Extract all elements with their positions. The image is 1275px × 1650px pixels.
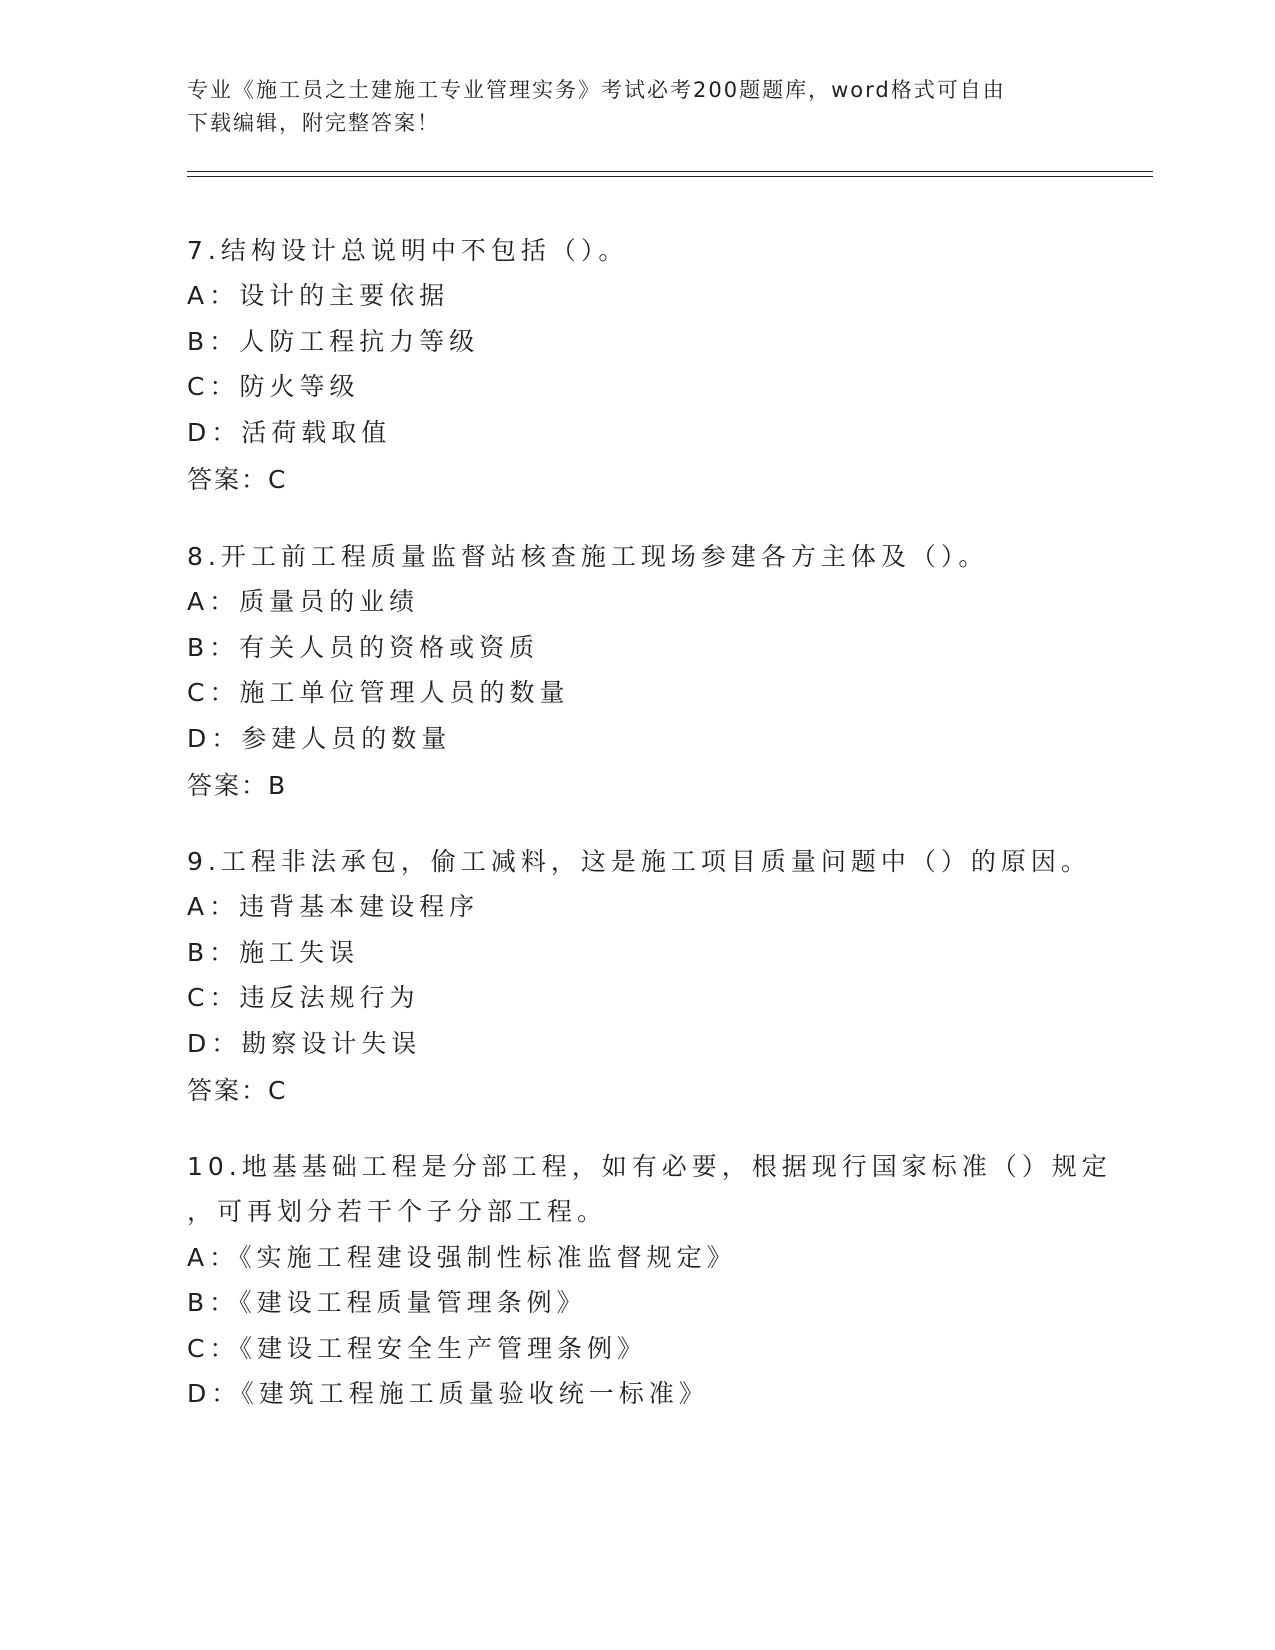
header-divider-top [187,171,1153,172]
answer-line: 答案：C [187,465,288,495]
question-stem-line-1: 10.地基基础工程是分部工程，如有必要，根据现行国家标准（）规定 [187,1151,1112,1181]
header-line-1: 专业《施工员之土建施工专业管理实务》考试必考200题题库，word格式可自由 [187,78,1006,102]
option-b: B：人防工程抗力等级 [187,326,480,356]
answer-line: 答案：C [187,1076,288,1106]
question-7 [187,228,1087,501]
option-c: C：《建设工程安全生产管理条例》 [187,1333,647,1363]
option-a: A：违背基本建设程序 [187,892,480,922]
option-d: D：活荷载取值 [187,417,392,447]
option-c: C：施工单位管理人员的数量 [187,678,570,708]
option-a: A：设计的主要依据 [187,281,450,311]
option-d: D：勘察设计失误 [187,1028,422,1058]
option-b: B：施工失误 [187,937,360,967]
header-divider-bottom [187,176,1153,177]
option-b: B：《建设工程质量管理条例》 [187,1288,587,1318]
question-8 [187,534,1087,807]
question-10 [187,1144,1112,1417]
option-c: C：防火等级 [187,372,360,402]
question-stem: 8.开工前工程质量监督站核查施工现场参建各方主体及（）。 [187,541,989,571]
question-9 [187,839,1091,1112]
document-header [187,74,1087,140]
question-stem: 7.结构设计总说明中不包括（）。 [187,235,629,265]
option-a: A：质量员的业绩 [187,587,420,617]
option-c: C：违反法规行为 [187,983,420,1013]
header-line-2: 下载编辑，附完整答案！ [187,111,440,135]
option-d: D：《建筑工程施工质量验收统一标准》 [187,1379,709,1409]
question-stem-line-2: ，可再划分若干个子分部工程。 [187,1197,608,1227]
option-a: A：《实施工程建设强制性标准监督规定》 [187,1242,737,1272]
option-d: D：参建人员的数量 [187,723,452,753]
option-b: B：有关人员的资格或资质 [187,632,540,662]
answer-line: 答案：B [187,771,288,801]
question-stem: 9.工程非法承包，偷工减料，这是施工项目质量问题中（）的原因。 [187,846,1091,876]
